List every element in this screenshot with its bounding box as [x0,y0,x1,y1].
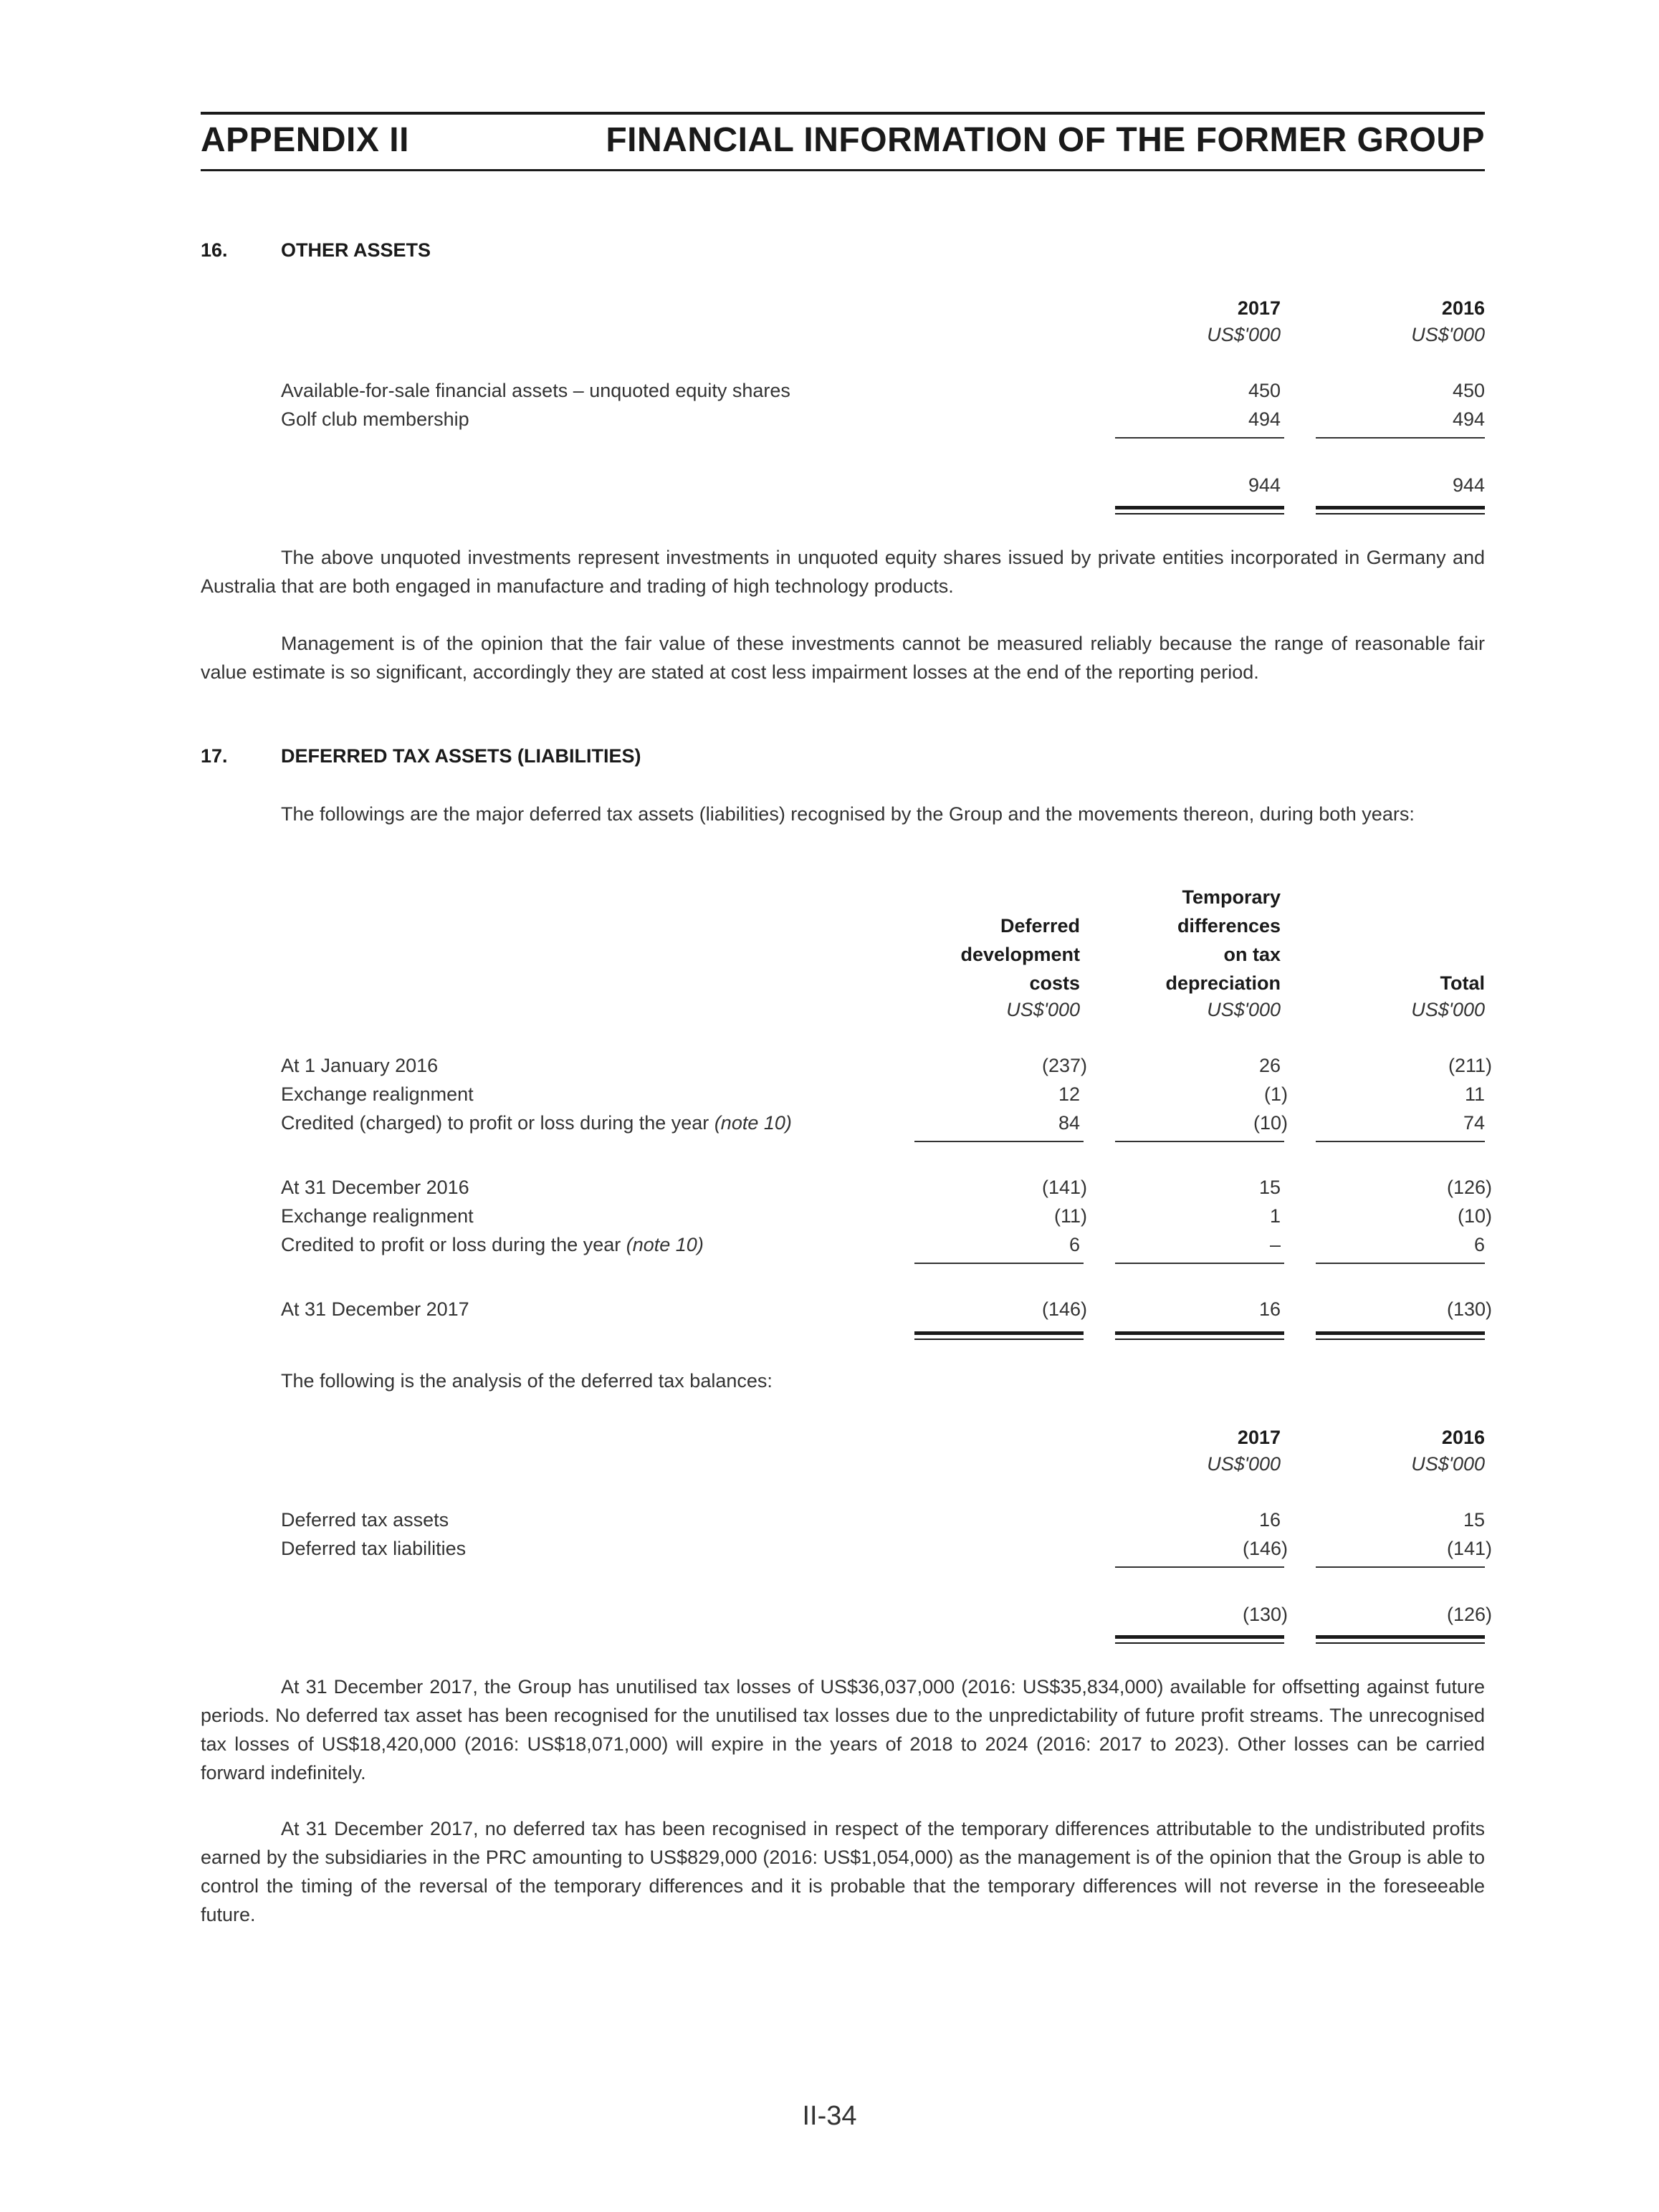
total-double-rule [1316,1331,1485,1340]
total-double-rule [1316,1635,1485,1644]
cell-value: 12 [1058,1083,1080,1105]
unit-col2: US$'000 [1207,999,1281,1020]
cell-dtl-2017: (146) [1242,1538,1288,1559]
analysis-total-2016: (126) [1446,1604,1492,1625]
cell-value: (126) [1446,1177,1492,1198]
subtotal-rule [1115,1141,1284,1142]
unit-col3: US$'000 [1411,999,1485,1020]
row-label: At 31 December 2017 [281,1298,469,1320]
appendix-label: APPENDIX II [201,121,409,159]
subtotal-rule [914,1263,1084,1264]
cell-dta-2017: 16 [1258,1509,1281,1531]
year-2017-header: 2017 [1237,297,1281,319]
unit-2017: US$'000 [1207,324,1281,345]
paragraph-movements-intro: The followings are the major deferred tax assets (liabilities) recognised by the Group and the movements thereon, during both years: [281,803,1415,825]
section-number: 16. [201,239,228,261]
cell-value: (141) [1041,1177,1087,1198]
unit-2016: US$'000 [1411,324,1485,345]
page-header-title: FINANCIAL INFORMATION OF THE FORMER GROUP [606,121,1485,159]
section-number: 17. [201,745,228,767]
col-head-line: depreciation [1165,972,1281,994]
subtotal-rule [1316,1263,1485,1264]
row-label [281,1234,704,1256]
header-top-rule [201,112,1485,115]
paragraph-unquoted-investments: The above unquoted investments represent investments in unquoted equity shares issued by private entities incorporated in Germany and Australia that are both engaged in manufacture and trading of high technology products. [201,547,1485,597]
section-16-heading [201,239,431,262]
section-title: OTHER ASSETS [281,239,431,261]
col-temporary-differences [1165,883,1281,997]
col-head-line: Total [1440,972,1485,994]
total-double-rule [1115,1635,1284,1644]
cell-value: 84 [1058,1112,1080,1134]
subtotal-rule [1115,1263,1284,1264]
total-double-rule [914,1331,1084,1340]
paragraph-undistributed-profits: At 31 December 2017, no deferred tax has been recognised in respect of the temporary differences attributable to the undistributed profits earned by the subsidiaries in the PRC amounting to US$829,000 (2016: US$1,054,000) as the management is of the opinion that the Group is able to control the timing of the reversal of the temporary differences and it is probable that the temporary differences will not reverse in the foreseeable future. [201,1818,1485,1925]
cell-value: 16 [1258,1298,1281,1320]
year-2016-header: 2016 [1441,297,1485,319]
cell-value: (211) [1448,1055,1492,1076]
paragraph-fair-value: Management is of the opinion that the fair value of these investments cannot be measured reliably because the range of reasonable fair value estimate is so significant, accordingly they are stated at cost less impairment losses at the end of the reporting period. [201,633,1485,683]
subtotal-rule [1115,1566,1284,1568]
total-double-rule [1115,1331,1284,1340]
year-2017-header: 2017 [1237,1427,1281,1448]
note-ref: (note 10) [714,1112,792,1134]
cell-value: (11) [1053,1205,1087,1227]
cell-value: 11 [1464,1083,1485,1105]
paragraph-unutilised-tax-losses: At 31 December 2017, the Group has unutilised tax losses of US$36,037,000 (2016: US$35,834,000) available for offsetting against future periods. No deferred tax asset has been recognised for the unutilised tax losses due to the unpredictability of future profit streams. The unrecognised tax losses of US$18,420,000 (2016: US$18,071,000) will expire in the years of 2018 to 2024 (2016: 2017 to 2023). Other losses can be carried forward indefinitely. [201,1676,1485,1784]
total-2017: 944 [1248,474,1281,496]
page-number: II-34 [802,2101,857,2131]
col-head-line: differences [1177,915,1281,937]
cell-value: (146) [1041,1298,1087,1320]
total-double-rule [1316,506,1485,514]
col-head-line: Deferred [1000,915,1080,937]
cell-value: 6 [1473,1234,1485,1255]
cell-afs-2017: 450 [1248,380,1281,401]
subtotal-rule [1316,1141,1485,1142]
analysis-total-2017: (130) [1242,1604,1288,1625]
cell-value: 26 [1258,1055,1281,1076]
header-bottom-rule [201,169,1485,171]
row-label-text: Credited (charged) to profit or loss during the year [281,1112,714,1134]
unit-2017: US$'000 [1207,1453,1281,1475]
cell-value: (1) [1264,1083,1288,1105]
cell-dta-2016: 15 [1463,1509,1485,1531]
col-head-line: costs [1029,972,1080,994]
total-2016: 944 [1452,474,1485,496]
row-label: At 1 January 2016 [281,1055,439,1076]
cell-afs-2016: 450 [1452,380,1485,401]
col-head-line: on tax [1223,944,1281,965]
cell-value: (130) [1446,1298,1492,1320]
subtotal-rule [1316,1566,1485,1568]
row-label-dtl: Deferred tax liabilities [281,1538,467,1559]
cell-golf-2017: 494 [1248,408,1281,430]
row-label-dta: Deferred tax assets [281,1509,449,1531]
row-label [281,1112,792,1134]
cell-value: (237) [1041,1055,1087,1076]
row-label-afs: Available-for-sale financial assets – unquoted equity shares [281,380,790,401]
cell-value: 1 [1269,1205,1281,1227]
section-title: DEFERRED TAX ASSETS (LIABILITIES) [281,745,641,767]
row-label: Exchange realignment [281,1205,474,1227]
col-head-line: Temporary [1182,886,1281,908]
section-17-heading [201,745,641,767]
unit-2016: US$'000 [1411,1453,1485,1475]
subtotal-rule [914,1141,1084,1142]
cell-value: 74 [1463,1112,1485,1134]
cell-value: (10) [1457,1205,1492,1227]
unit-col1: US$'000 [1006,999,1080,1020]
cell-value: 15 [1258,1177,1281,1198]
row-label: Exchange realignment [281,1083,474,1105]
col-deferred-development-costs [960,911,1080,997]
cell-golf-2016: 494 [1452,408,1485,430]
year-2016-header: 2016 [1441,1427,1485,1448]
cell-value: – [1269,1234,1281,1255]
cell-dtl-2016: (141) [1446,1538,1492,1559]
cell-value: 6 [1068,1234,1080,1255]
col-total [1440,969,1486,997]
subtotal-rule [1115,437,1284,439]
note-ref: (note 10) [626,1234,704,1255]
row-label-text: Credited to profit or loss during the year [281,1234,626,1255]
cell-value: (10) [1253,1112,1288,1134]
col-head-line: development [960,944,1080,965]
row-label-golf: Golf club membership [281,408,469,430]
analysis-intro: The following is the analysis of the deferred tax balances: [281,1370,773,1392]
row-label: At 31 December 2016 [281,1177,469,1198]
total-double-rule [1115,506,1284,514]
subtotal-rule [1316,437,1485,439]
